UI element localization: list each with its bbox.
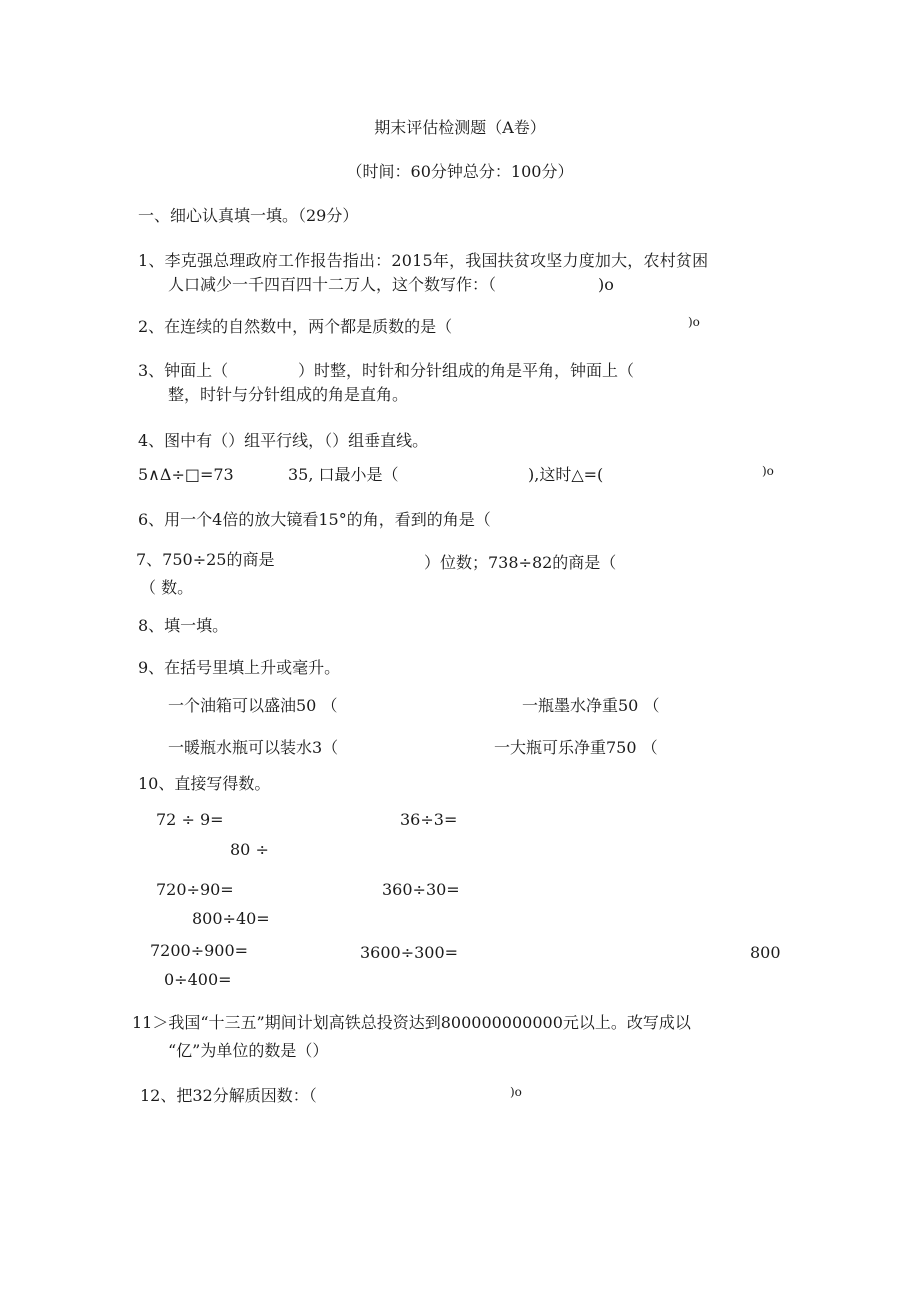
q9-item-d: 一大瓶可乐净重750 （ bbox=[494, 738, 658, 757]
q12-text: 12、把32分解质因数：（ bbox=[140, 1086, 317, 1105]
q10-expr-5: 360÷30= bbox=[382, 880, 460, 899]
page-title: 期末评估检测题（A卷） bbox=[374, 118, 546, 137]
q12-tail: )o bbox=[510, 1085, 522, 1099]
q1-line1: 1、李克强总理政府工作报告指出：2015年，我国扶贫攻坚力度加大，农村贫困 bbox=[138, 251, 709, 270]
q2-tail: )o bbox=[688, 315, 700, 329]
q1-line2: 人口减少一千四百四十二万人，这个数写作：（ bbox=[168, 275, 497, 294]
q10-expr-2: 36÷3= bbox=[400, 810, 458, 829]
q9-text: 9、在括号里填上升或毫升。 bbox=[138, 658, 341, 677]
q8-text: 8、填一填。 bbox=[138, 616, 229, 635]
q10-expr-3: 80 ÷ bbox=[230, 840, 269, 859]
section-heading: 一、细心认真填一填。（29分） bbox=[138, 206, 359, 225]
q5-part1: 5∧Δ÷□=73 bbox=[138, 465, 234, 484]
q3-part1: 3、钟面上（ bbox=[138, 361, 229, 380]
page-subtitle: （时间：60分钟总分：100分） bbox=[346, 162, 574, 181]
q5-part3: ),这时△=( bbox=[528, 465, 604, 484]
q1-tail: )o bbox=[598, 275, 614, 294]
q7-part2: ）位数；738÷82的商是（ bbox=[424, 553, 617, 572]
q5-tail: )o bbox=[762, 464, 774, 478]
q10-text: 10、直接写得数。 bbox=[138, 774, 271, 793]
q3-line2: 整，时针与分针组成的角是直角。 bbox=[168, 385, 409, 404]
q11-line1: 11＞我国“十三五”期间计划高铁总投资达到800000000000元以上。改写成以 bbox=[132, 1013, 691, 1032]
q10-expr-4: 720÷90= bbox=[156, 880, 234, 899]
q10-expr-9: 800 bbox=[750, 943, 781, 962]
q4-text: 4、图中有（）组平行线，（）组垂直线。 bbox=[138, 431, 429, 450]
q10-expr-10: 0÷400= bbox=[164, 970, 232, 989]
q3-part2: ）时整，时针和分针组成的角是平角，钟面上（ bbox=[298, 361, 635, 380]
q6-text: 6、用一个4倍的放大镜看15°的角，看到的角是（ bbox=[138, 510, 491, 529]
q7-part1: 7、750÷25的商是 bbox=[136, 550, 275, 569]
q10-expr-1: 72 ÷ 9= bbox=[156, 810, 224, 829]
q10-expr-6: 800÷40= bbox=[192, 909, 270, 928]
q10-expr-8: 3600÷300= bbox=[360, 943, 459, 962]
q11-line2: “亿”为单位的数是（） bbox=[168, 1041, 329, 1060]
q5-part2: 35, 口最小是（ bbox=[288, 465, 399, 484]
q9-item-c: 一暖瓶水瓶可以装水3（ bbox=[168, 738, 339, 757]
q7-line2: （ 数。 bbox=[140, 578, 194, 597]
q2-text: 2、在连续的自然数中，两个都是质数的是（ bbox=[138, 317, 453, 336]
q10-expr-7: 7200÷900= bbox=[150, 941, 249, 960]
q9-item-a: 一个油箱可以盛油50 （ bbox=[168, 696, 338, 715]
q9-item-b: 一瓶墨水净重50 （ bbox=[522, 696, 660, 715]
